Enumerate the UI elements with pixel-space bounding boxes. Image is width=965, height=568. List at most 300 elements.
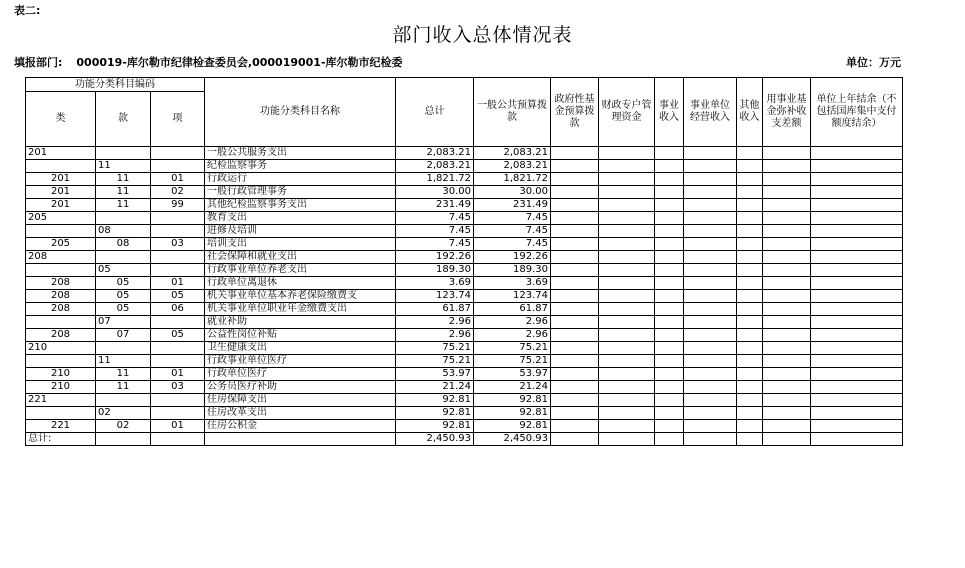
cell-business bbox=[655, 420, 684, 433]
cell-special bbox=[599, 264, 655, 277]
cell-lei: 201 bbox=[26, 147, 96, 160]
cell-xiang: 02 bbox=[151, 186, 205, 199]
cell-business bbox=[655, 173, 684, 186]
cell-operating bbox=[684, 238, 737, 251]
cell-general: 92.81 bbox=[474, 420, 551, 433]
cell-lei bbox=[26, 316, 96, 329]
cell-operating bbox=[684, 342, 737, 355]
cell-xiang bbox=[151, 316, 205, 329]
cell-use-fund bbox=[763, 355, 811, 368]
cell-business bbox=[655, 394, 684, 407]
cell-business bbox=[655, 381, 684, 394]
header-name: 功能分类科目名称 bbox=[205, 78, 396, 147]
cell-business bbox=[655, 238, 684, 251]
cell-kuan bbox=[96, 433, 151, 446]
header-other-income: 其他收入 bbox=[737, 78, 763, 147]
header-carryover: 单位上年结余（不包括国库集中支付额度结余） bbox=[811, 78, 903, 147]
header-general-budget: 一般公共预算拨款 bbox=[474, 78, 551, 147]
cell-gov-fund bbox=[551, 329, 599, 342]
cell-use-fund bbox=[763, 290, 811, 303]
cell-general: 2.96 bbox=[474, 316, 551, 329]
cell-special bbox=[599, 238, 655, 251]
cell-operating bbox=[684, 420, 737, 433]
cell-name: 行政事业单位养老支出 bbox=[205, 264, 396, 277]
cell-other bbox=[737, 316, 763, 329]
cell-total: 192.26 bbox=[396, 251, 474, 264]
cell-other bbox=[737, 303, 763, 316]
cell-business bbox=[655, 407, 684, 420]
cell-name: 公务员医疗补助 bbox=[205, 381, 396, 394]
cell-kuan: 11 bbox=[96, 355, 151, 368]
cell-business bbox=[655, 303, 684, 316]
cell-total: 30.00 bbox=[396, 186, 474, 199]
cell-business bbox=[655, 186, 684, 199]
cell-total: 123.74 bbox=[396, 290, 474, 303]
cell-gov-fund bbox=[551, 407, 599, 420]
cell-total: 92.81 bbox=[396, 407, 474, 420]
cell-name: 住房公积金 bbox=[205, 420, 396, 433]
cell-carryover bbox=[811, 329, 903, 342]
cell-xiang bbox=[151, 251, 205, 264]
cell-operating bbox=[684, 355, 737, 368]
cell-special bbox=[599, 355, 655, 368]
cell-total: 2.96 bbox=[396, 316, 474, 329]
cell-total: 92.81 bbox=[396, 420, 474, 433]
total-total: 2,450.93 bbox=[396, 433, 474, 446]
cell-gov-fund bbox=[551, 420, 599, 433]
header-use-fund: 用事业基金弥补收支差额 bbox=[763, 78, 811, 147]
cell-name bbox=[205, 433, 396, 446]
cell-xiang bbox=[151, 394, 205, 407]
cell-kuan: 11 bbox=[96, 199, 151, 212]
cell-operating bbox=[684, 290, 737, 303]
cell-total: 92.81 bbox=[396, 394, 474, 407]
cell-other bbox=[737, 433, 763, 446]
cell-lei bbox=[26, 264, 96, 277]
cell-use-fund bbox=[763, 407, 811, 420]
cell-carryover bbox=[811, 342, 903, 355]
cell-carryover bbox=[811, 199, 903, 212]
cell-name: 住房改革支出 bbox=[205, 407, 396, 420]
cell-special bbox=[599, 316, 655, 329]
dept-line bbox=[14, 54, 403, 70]
cell-general: 192.26 bbox=[474, 251, 551, 264]
cell-kuan: 11 bbox=[96, 186, 151, 199]
cell-use-fund bbox=[763, 186, 811, 199]
cell-general: 2,083.21 bbox=[474, 147, 551, 160]
cell-general: 7.45 bbox=[474, 225, 551, 238]
cell-operating bbox=[684, 277, 737, 290]
cell-special bbox=[599, 303, 655, 316]
table-row bbox=[26, 316, 903, 329]
cell-name: 培训支出 bbox=[205, 238, 396, 251]
cell-total: 21.24 bbox=[396, 381, 474, 394]
table-row bbox=[26, 303, 903, 316]
cell-other bbox=[737, 199, 763, 212]
cell-kuan bbox=[96, 394, 151, 407]
cell-name: 行政运行 bbox=[205, 173, 396, 186]
cell-name: 住房保障支出 bbox=[205, 394, 396, 407]
header-code-group: 功能分类科目编码 bbox=[26, 78, 205, 92]
cell-kuan: 02 bbox=[96, 420, 151, 433]
cell-kuan: 07 bbox=[96, 316, 151, 329]
table-row bbox=[26, 407, 903, 420]
cell-kuan bbox=[96, 342, 151, 355]
cell-xiang bbox=[151, 264, 205, 277]
cell-xiang: 01 bbox=[151, 277, 205, 290]
cell-general: 2,083.21 bbox=[474, 160, 551, 173]
cell-use-fund bbox=[763, 264, 811, 277]
cell-gov-fund bbox=[551, 342, 599, 355]
cell-operating bbox=[684, 303, 737, 316]
cell-other bbox=[737, 277, 763, 290]
cell-name: 行政单位离退休 bbox=[205, 277, 396, 290]
cell-gov-fund bbox=[551, 264, 599, 277]
table-row bbox=[26, 160, 903, 173]
table-row bbox=[26, 238, 903, 251]
cell-name: 其他纪检监察事务支出 bbox=[205, 199, 396, 212]
cell-total: 1,821.72 bbox=[396, 173, 474, 186]
cell-carryover bbox=[811, 277, 903, 290]
cell-name: 机关事业单位基本养老保险缴费支 bbox=[205, 290, 396, 303]
cell-business bbox=[655, 199, 684, 212]
cell-name: 公益性岗位补贴 bbox=[205, 329, 396, 342]
cell-kuan: 07 bbox=[96, 329, 151, 342]
cell-use-fund bbox=[763, 316, 811, 329]
cell-other bbox=[737, 173, 763, 186]
cell-lei: 210 bbox=[26, 368, 96, 381]
cell-other bbox=[737, 225, 763, 238]
cell-kuan: 11 bbox=[96, 173, 151, 186]
cell-xiang bbox=[151, 212, 205, 225]
cell-gov-fund bbox=[551, 303, 599, 316]
cell-lei: 201 bbox=[26, 186, 96, 199]
table-row bbox=[26, 355, 903, 368]
cell-lei: 208 bbox=[26, 329, 96, 342]
dept-label: 填报部门: bbox=[14, 56, 63, 69]
cell-other bbox=[737, 329, 763, 342]
cell-use-fund bbox=[763, 381, 811, 394]
cell-operating bbox=[684, 316, 737, 329]
cell-carryover bbox=[811, 147, 903, 160]
cell-use-fund bbox=[763, 303, 811, 316]
cell-xiang: 01 bbox=[151, 173, 205, 186]
cell-general: 7.45 bbox=[474, 212, 551, 225]
cell-special bbox=[599, 290, 655, 303]
cell-use-fund bbox=[763, 173, 811, 186]
cell-general: 75.21 bbox=[474, 342, 551, 355]
cell-carryover bbox=[811, 225, 903, 238]
cell-name: 进修及培训 bbox=[205, 225, 396, 238]
cell-use-fund bbox=[763, 277, 811, 290]
cell-general: 21.24 bbox=[474, 381, 551, 394]
cell-general: 75.21 bbox=[474, 355, 551, 368]
cell-business bbox=[655, 251, 684, 264]
total-label: 总计: bbox=[26, 433, 96, 446]
cell-lei: 221 bbox=[26, 420, 96, 433]
cell-special bbox=[599, 212, 655, 225]
cell-total: 75.21 bbox=[396, 342, 474, 355]
cell-lei: 205 bbox=[26, 238, 96, 251]
cell-operating bbox=[684, 394, 737, 407]
header-total: 总计 bbox=[396, 78, 474, 147]
cell-operating bbox=[684, 368, 737, 381]
unit-label: 单位：万元 bbox=[846, 56, 901, 69]
cell-carryover bbox=[811, 368, 903, 381]
cell-use-fund bbox=[763, 342, 811, 355]
cell-business bbox=[655, 433, 684, 446]
cell-gov-fund bbox=[551, 277, 599, 290]
cell-lei bbox=[26, 407, 96, 420]
cell-operating bbox=[684, 212, 737, 225]
cell-xiang bbox=[151, 433, 205, 446]
cell-total: 231.49 bbox=[396, 199, 474, 212]
cell-name: 行政事业单位医疗 bbox=[205, 355, 396, 368]
total-general: 2,450.93 bbox=[474, 433, 551, 446]
table-body bbox=[26, 147, 903, 446]
cell-use-fund bbox=[763, 329, 811, 342]
cell-name: 机关事业单位职业年金缴费支出 bbox=[205, 303, 396, 316]
cell-xiang bbox=[151, 407, 205, 420]
cell-other bbox=[737, 394, 763, 407]
cell-other bbox=[737, 407, 763, 420]
cell-xiang bbox=[151, 225, 205, 238]
cell-operating bbox=[684, 433, 737, 446]
cell-name: 行政单位医疗 bbox=[205, 368, 396, 381]
header-business-income: 事业收入 bbox=[655, 78, 684, 147]
table-row bbox=[26, 277, 903, 290]
cell-use-fund bbox=[763, 394, 811, 407]
cell-kuan: 05 bbox=[96, 303, 151, 316]
header-operating-income: 事业单位经营收入 bbox=[684, 78, 737, 147]
cell-carryover bbox=[811, 355, 903, 368]
cell-name: 社会保障和就业支出 bbox=[205, 251, 396, 264]
cell-other bbox=[737, 290, 763, 303]
cell-general: 7.45 bbox=[474, 238, 551, 251]
cell-xiang bbox=[151, 355, 205, 368]
cell-carryover bbox=[811, 433, 903, 446]
cell-xiang: 99 bbox=[151, 199, 205, 212]
cell-name: 卫生健康支出 bbox=[205, 342, 396, 355]
cell-gov-fund bbox=[551, 212, 599, 225]
cell-special bbox=[599, 381, 655, 394]
cell-carryover bbox=[811, 173, 903, 186]
cell-gov-fund bbox=[551, 160, 599, 173]
cell-operating bbox=[684, 381, 737, 394]
cell-use-fund bbox=[763, 160, 811, 173]
cell-business bbox=[655, 290, 684, 303]
cell-general: 92.81 bbox=[474, 394, 551, 407]
cell-use-fund bbox=[763, 433, 811, 446]
cell-gov-fund bbox=[551, 225, 599, 238]
cell-kuan: 05 bbox=[96, 290, 151, 303]
cell-carryover bbox=[811, 381, 903, 394]
cell-general: 2.96 bbox=[474, 329, 551, 342]
cell-special bbox=[599, 147, 655, 160]
cell-kuan: 02 bbox=[96, 407, 151, 420]
cell-lei: 208 bbox=[26, 251, 96, 264]
dept-value: 000019-库尔勒市纪律检查委员会,000019001-库尔勒市纪检委 bbox=[76, 56, 403, 69]
cell-lei bbox=[26, 355, 96, 368]
cell-carryover bbox=[811, 212, 903, 225]
cell-business bbox=[655, 329, 684, 342]
cell-name: 一般行政管理事务 bbox=[205, 186, 396, 199]
cell-other bbox=[737, 147, 763, 160]
cell-general: 189.30 bbox=[474, 264, 551, 277]
cell-special bbox=[599, 251, 655, 264]
cell-total: 189.30 bbox=[396, 264, 474, 277]
cell-xiang: 06 bbox=[151, 303, 205, 316]
cell-total: 2,083.21 bbox=[396, 160, 474, 173]
cell-operating bbox=[684, 251, 737, 264]
table-row bbox=[26, 381, 903, 394]
cell-total: 7.45 bbox=[396, 238, 474, 251]
cell-use-fund bbox=[763, 225, 811, 238]
cell-total: 7.45 bbox=[396, 212, 474, 225]
cell-general: 1,821.72 bbox=[474, 173, 551, 186]
cell-carryover bbox=[811, 160, 903, 173]
cell-other bbox=[737, 251, 763, 264]
table-row bbox=[26, 173, 903, 186]
cell-xiang bbox=[151, 342, 205, 355]
cell-gov-fund bbox=[551, 199, 599, 212]
cell-xiang: 01 bbox=[151, 420, 205, 433]
header-kuan: 款 bbox=[96, 92, 151, 147]
cell-operating bbox=[684, 186, 737, 199]
cell-general: 53.97 bbox=[474, 368, 551, 381]
cell-gov-fund bbox=[551, 147, 599, 160]
cell-business bbox=[655, 355, 684, 368]
cell-total: 2.96 bbox=[396, 329, 474, 342]
cell-business bbox=[655, 342, 684, 355]
cell-name: 教育支出 bbox=[205, 212, 396, 225]
cell-lei: 221 bbox=[26, 394, 96, 407]
cell-business bbox=[655, 316, 684, 329]
cell-kuan: 05 bbox=[96, 264, 151, 277]
cell-general: 3.69 bbox=[474, 277, 551, 290]
cell-name: 一般公共服务支出 bbox=[205, 147, 396, 160]
cell-gov-fund bbox=[551, 381, 599, 394]
cell-total: 53.97 bbox=[396, 368, 474, 381]
cell-carryover bbox=[811, 290, 903, 303]
cell-total: 3.69 bbox=[396, 277, 474, 290]
cell-xiang: 01 bbox=[151, 368, 205, 381]
total-row bbox=[26, 433, 903, 446]
cell-special bbox=[599, 394, 655, 407]
income-table bbox=[25, 77, 903, 446]
cell-gov-fund bbox=[551, 290, 599, 303]
table-header bbox=[26, 78, 903, 147]
cell-gov-fund bbox=[551, 355, 599, 368]
cell-business bbox=[655, 368, 684, 381]
cell-use-fund bbox=[763, 238, 811, 251]
cell-special bbox=[599, 433, 655, 446]
cell-operating bbox=[684, 407, 737, 420]
cell-xiang: 05 bbox=[151, 290, 205, 303]
cell-use-fund bbox=[763, 251, 811, 264]
cell-special bbox=[599, 173, 655, 186]
cell-use-fund bbox=[763, 147, 811, 160]
cell-business bbox=[655, 212, 684, 225]
cell-use-fund bbox=[763, 212, 811, 225]
cell-gov-fund bbox=[551, 186, 599, 199]
header-lei: 类 bbox=[26, 92, 96, 147]
cell-carryover bbox=[811, 264, 903, 277]
cell-use-fund bbox=[763, 368, 811, 381]
cell-lei: 201 bbox=[26, 199, 96, 212]
cell-kuan: 05 bbox=[96, 277, 151, 290]
cell-xiang bbox=[151, 147, 205, 160]
table-row bbox=[26, 186, 903, 199]
cell-special bbox=[599, 160, 655, 173]
cell-carryover bbox=[811, 303, 903, 316]
cell-other bbox=[737, 212, 763, 225]
cell-operating bbox=[684, 225, 737, 238]
cell-kuan: 08 bbox=[96, 238, 151, 251]
cell-total: 75.21 bbox=[396, 355, 474, 368]
cell-other bbox=[737, 381, 763, 394]
cell-operating bbox=[684, 160, 737, 173]
cell-business bbox=[655, 160, 684, 173]
cell-business bbox=[655, 225, 684, 238]
cell-operating bbox=[684, 329, 737, 342]
cell-operating bbox=[684, 147, 737, 160]
header-xiang: 项 bbox=[151, 92, 205, 147]
cell-special bbox=[599, 407, 655, 420]
cell-general: 92.81 bbox=[474, 407, 551, 420]
cell-kuan: 11 bbox=[96, 160, 151, 173]
cell-gov-fund bbox=[551, 368, 599, 381]
cell-lei: 208 bbox=[26, 303, 96, 316]
cell-special bbox=[599, 368, 655, 381]
table-row bbox=[26, 329, 903, 342]
cell-special bbox=[599, 329, 655, 342]
table-label: 表二: bbox=[14, 4, 41, 17]
cell-general: 30.00 bbox=[474, 186, 551, 199]
cell-general: 61.87 bbox=[474, 303, 551, 316]
cell-lei bbox=[26, 225, 96, 238]
cell-kuan: 08 bbox=[96, 225, 151, 238]
cell-lei: 210 bbox=[26, 342, 96, 355]
cell-kuan: 11 bbox=[96, 381, 151, 394]
cell-lei: 205 bbox=[26, 212, 96, 225]
cell-special bbox=[599, 225, 655, 238]
cell-other bbox=[737, 342, 763, 355]
cell-other bbox=[737, 160, 763, 173]
cell-operating bbox=[684, 199, 737, 212]
cell-other bbox=[737, 368, 763, 381]
table-row bbox=[26, 342, 903, 355]
cell-other bbox=[737, 420, 763, 433]
cell-operating bbox=[684, 173, 737, 186]
cell-special bbox=[599, 277, 655, 290]
table-row bbox=[26, 225, 903, 238]
cell-other bbox=[737, 238, 763, 251]
cell-kuan bbox=[96, 251, 151, 264]
table-row bbox=[26, 394, 903, 407]
page-title: 部门收入总体情况表 bbox=[392, 24, 573, 46]
cell-xiang: 03 bbox=[151, 238, 205, 251]
cell-lei bbox=[26, 160, 96, 173]
cell-carryover bbox=[811, 238, 903, 251]
cell-gov-fund bbox=[551, 433, 599, 446]
cell-operating bbox=[684, 264, 737, 277]
cell-business bbox=[655, 147, 684, 160]
header-gov-fund: 政府性基金预算拨款 bbox=[551, 78, 599, 147]
cell-kuan: 11 bbox=[96, 368, 151, 381]
cell-special bbox=[599, 186, 655, 199]
cell-special bbox=[599, 199, 655, 212]
